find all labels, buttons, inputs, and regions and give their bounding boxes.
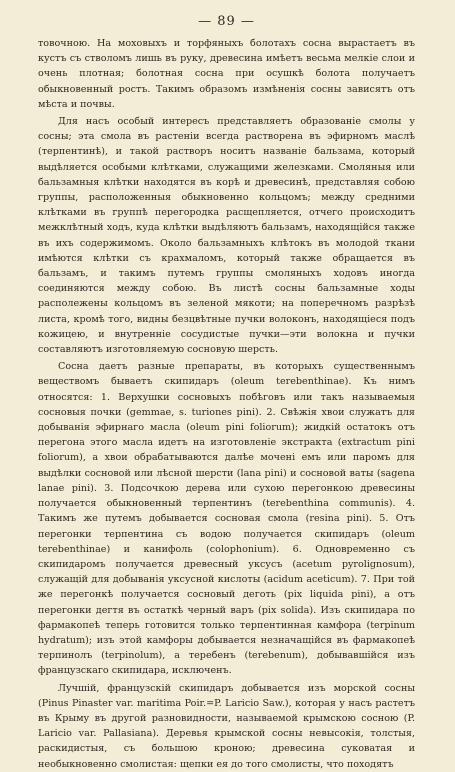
- paragraph-2: Для насъ особый интересъ представляетъ образованіе смолы у сосны; эта смола въ растеніи всегда растворена въ эфирномъ маслѣ (терпентинѣ), и такой растворъ носитъ названіе бальзама, который выдѣляется особыми клѣтками, служащими железками. Смоляныя или бальзамныя клѣтки находятся въ корѣ и древесинѣ, представляя собою группы, расположенныя обыкновенно кольцомъ; между средними клѣтками въ группѣ перегородка расщепляется, отчего происходитъ межклѣтный ходъ, куда клѣтки выдѣляютъ бальзамъ, находящійся также въ ихъ содержимомъ. Около бальзамныхъ клѣтокъ въ молодой ткани имѣются клѣтки съ крахмаломъ, который также обращается въ бальзамъ, и такимъ путемъ группы смоляныхъ ходовъ иногда соединяются между собою. Въ листѣ сосны бальзамные ходы располежены кольцомъ въ зеленой мякоти; на поперечномъ разрѣзѣ листа, кромѣ того, видны безцвѣтные пучки волоконъ, находящіеся подъ кожицею, и внутренніе сосудистые пучки—эти волокна и пучки составляютъ изготовляемую сосновую шерсть.: [38, 116, 415, 356]
- paragraph-3: Сосна даетъ разные препараты, въ которыхъ существеннымъ веществомъ бываетъ скипидаръ (oleum terebenthinae). Къ нимъ относятся: 1. Верхушки сосновыхъ побѣговъ или такъ называемыя сосновыя почки (gemmae, s. turiones pini). 2. Свѣжія хвои служатъ для добыванія эфирнаго масла (oleum pini foliorum); жидкій остатокъ отъ перегона этого масла идетъ на изготовленіе экстракта (extractum pini foliorum), а хвои обрабатываются далѣе мочені емъ или паромъ для выдѣлки сосновой или лѣсной шерсти (lana pini) и сосновой ваты (sagena lanae pini). 3. Подсочкою дерева или сухою перегонкою древесины получается обыкновенный терпентинъ (terebenthina communis). 4. Такимъ же путемъ добывается сосновая смола (resina pini). 5. Отъ перегонки терпентина съ водою получается скипидаръ (oleum terebenthinae) и канифоль (colophonium). 6. Одновременно съ скипидаромъ получается древесный уксусъ (acetum pyrolignosum), служащій для добыванія уксусной кислоты (acidum aceticum). 7. При той же перегонкѣ получается сосновый деготь (pix liquida pini), а отъ перегонки дегтя въ остаткѣ черный варъ (pix solida). Изъ скипидара по фармакопеѣ теперь готовится только терпентинная камфора (terpinum hydratum); изъ этой камфоры добывается незначащійся въ фармакопеѣ терпинолъ (terpinolum), а теребенъ (terebenum), добывавшійся изъ французскаго скипидара, исключенъ.: [38, 361, 415, 677]
- page-body: [38, 36, 415, 772]
- paragraph-1: товочною. На моховыхъ и торфяныхъ болотахъ сосна вырастаетъ въ кустъ съ стволомъ лишь въ руку, древесина имѣетъ весьма мелкіе слои и очень плотная; болотная сосна при осушкѣ болота получаетъ обыкновенный ростъ. Такимъ образомъ измѣненія сосны зависятъ отъ мѣста и почвы.: [38, 38, 415, 110]
- paragraph-4: Лучшій, французскій скипидаръ добывается изъ морской сосны (Pinus Pinaster var. maritima Poir.=P. Laricio Saw.), которая у насъ растетъ въ Крыму въ другой разновидности, называемой крымскою сосною (P. Laricio var. Pallasiana). Деревья крымской сосны невысокія, толстыя, раскидистыя, съ большою кроною; древесина суковатая и необыкновенно смолистая: щепки ея до того смолисты, что походятъ: [38, 682, 415, 770]
- page-number: — 89 —: [198, 14, 255, 29]
